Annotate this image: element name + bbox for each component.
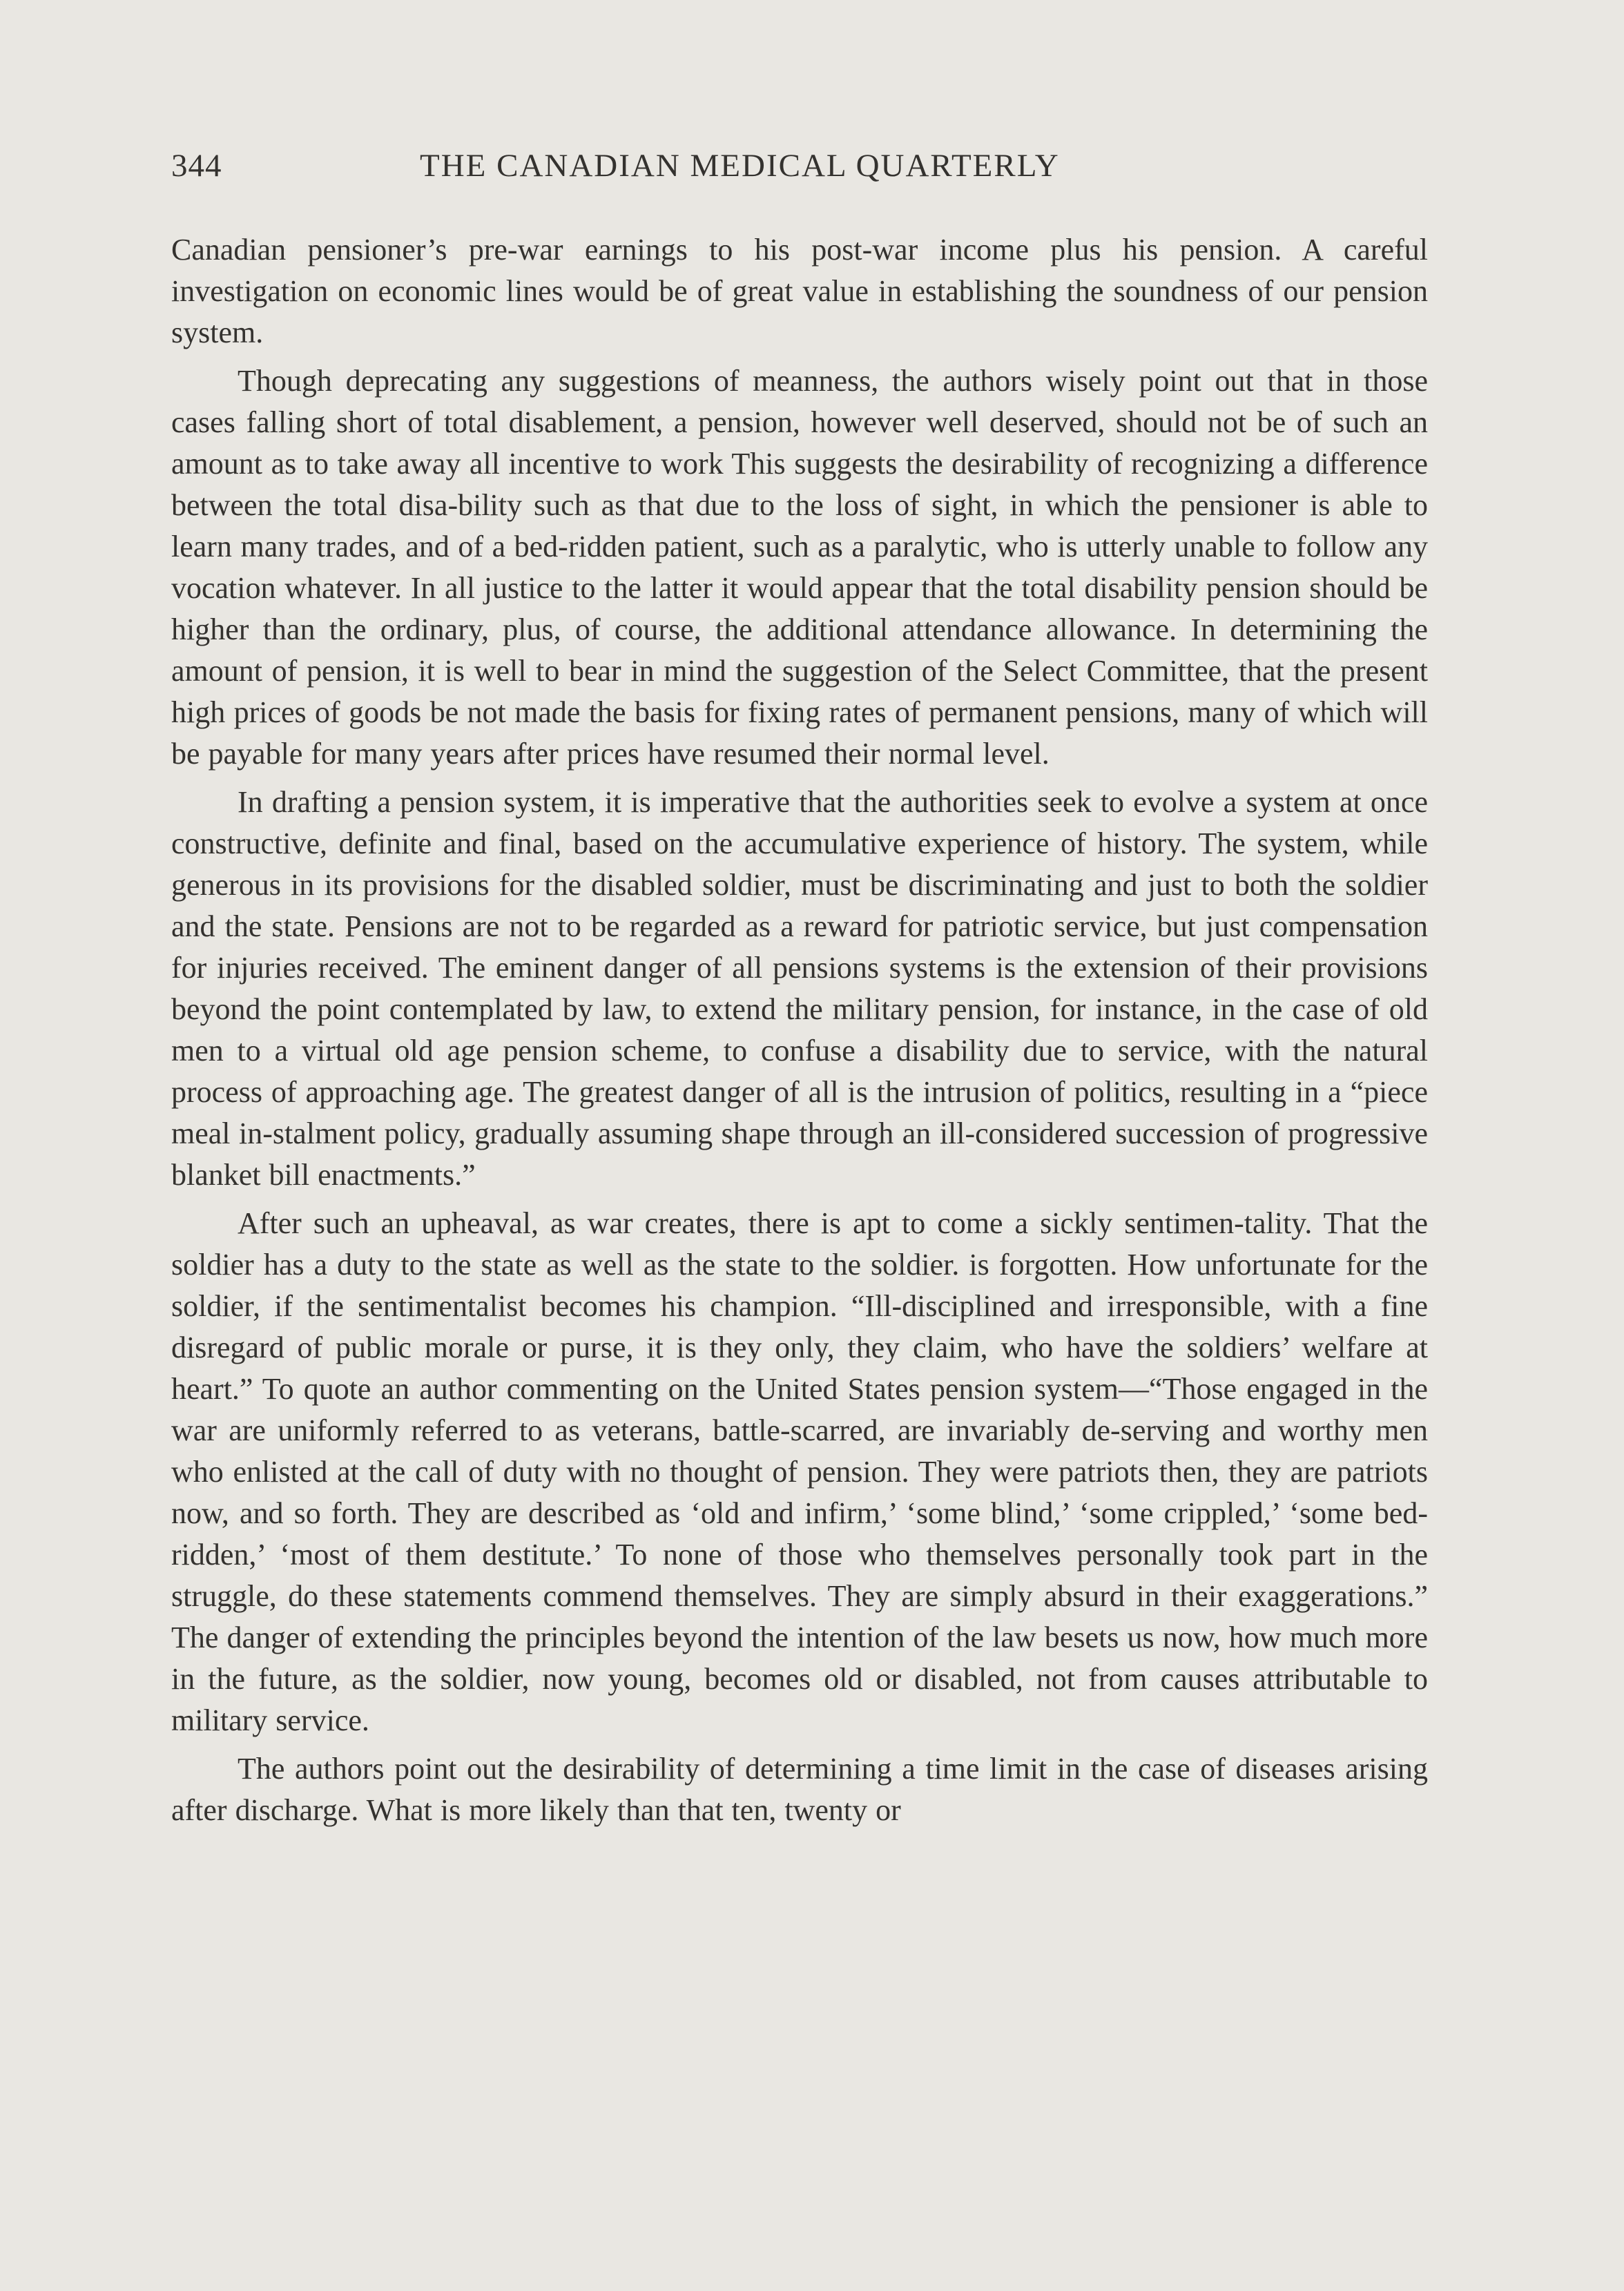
- page-number: 344: [171, 148, 222, 184]
- paragraph-meanness: Though deprecating any suggestions of meanness, the authors wisely point out that in those cases falling short of total disablement, a pension, however well deserved, should not be of such an amount as to take away all incentive to work This suggests the desirability of recognizing a difference between the total disa-bility such as that due to the loss of sight, in which the pensioner is able to learn many trades, and of a bed-ridden patient, such as a paralytic, who is utterly unable to follow any vocation whatever. In all justice to the latter it would appear that the total disability pension should be higher than the ordinary, plus, of course, the additional attendance allowance. In determining the amount of pension, it is well to bear in mind the suggestion of the Select Committee, that the present high prices of goods be not made the basis for fixing rates of permanent pensions, many of which will be payable for many years after prices have resumed their normal level.: [171, 364, 1428, 771]
- paragraph-drafting-system: In drafting a pension system, it is imperative that the authorities seek to evolve a system at once constructive, definite and final, based on the accumulative experience of history. The system, while generous in its provisions for the disabled soldier, must be discriminating and just to both the soldier and the state. Pensions are not to be regarded as a reward for patriotic service, but just compensation for injuries received. The eminent danger of all pensions systems is the extension of their provisions beyond the point contemplated by law, to extend the military pension, for instance, in the case of old men to a virtual old age pension scheme, to confuse a disability due to service, with the natural process of approaching age. The greatest danger of all is the intrusion of politics, resulting in a “piece meal in-stalment policy, gradually assuming shape through an ill-considered succession of progressive blanket bill enactments.”: [171, 785, 1428, 1192]
- paragraph-sentimentality: After such an upheaval, as war creates, there is apt to come a sickly sentimen-tality. That the soldier has a duty to the state as well as the state to the soldier. is forgotten. How unfortunate for the soldier, if the sentimentalist becomes his champion. “Ill-disciplined and irresponsible, with a fine disregard of public morale or purse, it is they only, they claim, who have the soldiers’ welfare at heart.” To quote an author commenting on the United States pension system—“Those engaged in the war are uniformly referred to as veterans, battle-scarred, are invariably de-serving and worthy men who enlisted at the call of duty with no thought of pension. They were patriots then, they are patriots now, and so forth. They are described as ‘old and infirm,’ ‘some blind,’ ‘some crippled,’ ‘some bed-ridden,’ ‘most of them destitute.’ To none of those who themselves personally took part in the struggle, do these statements commend themselves. They are simply absurd in their exaggerations.” The danger of extending the principles beyond the intention of the law besets us now, how much more in the future, as the soldier, now young, becomes old or disabled, not from causes attributable to military service.: [171, 1206, 1428, 1737]
- paragraph-continuation: Canadian pensioner’s pre-war earnings to his post-war income plus his pension. A careful investigation on economic lines would be of great value in establishing the soundness of our pension system.: [171, 233, 1428, 349]
- paragraph-time-limit: The authors point out the desirability of determining a time limit in the case of diseases arising after discharge. What is more likely than that ten, twenty or: [171, 1752, 1428, 1827]
- journal-title: THE CANADIAN MEDICAL QUARTERLY: [420, 148, 1060, 184]
- running-header: [171, 142, 1442, 190]
- body-text: [171, 229, 1428, 1838]
